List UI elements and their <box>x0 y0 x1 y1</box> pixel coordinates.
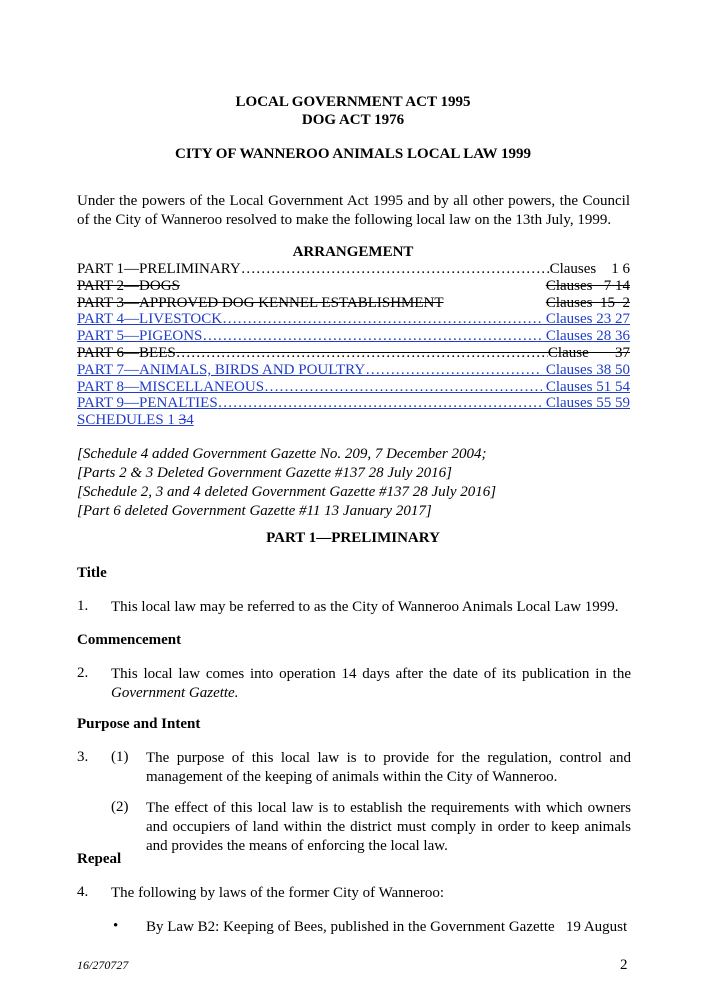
arrangement-list <box>77 261 630 429</box>
amendment-note: [Parts 2 & 3 Deleted Government Gazette #137 28 July 2016] <box>77 465 452 481</box>
intro-paragraph: Under the powers of the Local Government Act 1995 and by all other powers, the Council of the City of Wanneroo resolved to make the following local law on the 13th July, 1999. <box>77 193 630 228</box>
amendment-note: [Schedule 4 added Government Gazette No. 209, 7 December 2004; <box>77 446 487 462</box>
toc-row-link[interactable]: PART 9—PENALTIES …………………………………………………………………………………………………………………… Clauses 55 59 <box>77 395 630 412</box>
section-heading: Repeal <box>77 851 122 867</box>
toc-schedules-row[interactable] <box>77 412 630 429</box>
toc-row-link[interactable]: PART 7—ANIMALS, BIRDS AND POULTRY …………………………………………………………………………………………………………………… Clauses 38 50 <box>77 362 630 379</box>
toc-row[interactable]: PART 2—DOGS Clauses 7 14 <box>77 277 630 294</box>
clause-number: 4. <box>77 884 89 900</box>
part-heading: PART 1—PRELIMINARY <box>266 530 440 546</box>
act-heading-lg: LOCAL GOVERNMENT ACT 1995 <box>235 94 471 110</box>
amendment-note: [Schedule 2, 3 and 4 deleted Government Gazette #137 28 July 2016] <box>77 484 497 500</box>
toc-row-link[interactable]: PART 4—LIVESTOCK …………………………………………………………………………………………………………………… Clauses 23 27 <box>77 311 630 328</box>
bullet-text: By Law B2: Keeping of Bees, published in the Government Gazette 19 August <box>146 919 628 935</box>
toc-row-link[interactable]: PART 5—PIGEONS …………………………………………………………………………………………………………………… Clauses 28 36 <box>77 328 630 345</box>
toc-row[interactable]: PART 6—BEES …………………………………………………………………………………………………………………… Clause 37 <box>77 345 630 362</box>
section-heading: Purpose and Intent <box>77 716 201 732</box>
page-number: 2 <box>620 957 628 973</box>
clause-text: This local law comes into operation 14 days after the date of its publication in the Government Gazette. <box>111 666 631 701</box>
section-heading: Commencement <box>77 632 182 648</box>
document-reference: 16/270727 <box>77 958 129 972</box>
schedules-link[interactable]: SCHEDULES 1 34 <box>77 412 194 429</box>
act-heading-dog: DOG ACT 1976 <box>301 112 405 128</box>
subclause-text: The effect of this local law is to establish the requirements with which owners and occupiers of land within the district must comply in order to keep animals and provides the means of enforcing the local law. <box>146 800 631 854</box>
amendment-notes <box>77 445 637 521</box>
subclause-text: The purpose of this local law is to provide for the regulation, control and management of the keeping of animals within the City of Wanneroo. <box>146 750 631 785</box>
amendment-note: [Part 6 deleted Government Gazette #11 13 January 2017] <box>77 503 432 519</box>
clause-text: The following by laws of the former City of Wanneroo: <box>111 885 445 901</box>
clause-number: 1. <box>77 598 89 614</box>
local-law-title: CITY OF WANNEROO ANIMALS LOCAL LAW 1999 <box>175 146 531 162</box>
subclause-number: (2) <box>111 799 129 815</box>
arrangement-title: ARRANGEMENT <box>292 244 414 260</box>
toc-row[interactable]: PART 1—PRELIMINARY …………………………………………………………………………………………………………………… Clauses 1 6 <box>77 261 630 278</box>
subclause-number: (1) <box>111 749 129 765</box>
clause-text: This local law may be referred to as the City of Wanneroo Animals Local Law 1999. <box>111 599 619 615</box>
clause-number: 2. <box>77 665 89 681</box>
act-headings <box>0 93 706 129</box>
clause-number: 3. <box>77 749 89 765</box>
bullet-icon: • <box>113 918 119 934</box>
section-heading: Title <box>77 565 107 581</box>
toc-row-link[interactable]: PART 8—MISCELLANEOUS …………………………………………………………………………………………………………………… Clauses 51 54 <box>77 379 630 396</box>
toc-row[interactable]: PART 3—APPROVED DOG KENNEL ESTABLISHMENT Clauses 15 2 <box>77 294 630 311</box>
